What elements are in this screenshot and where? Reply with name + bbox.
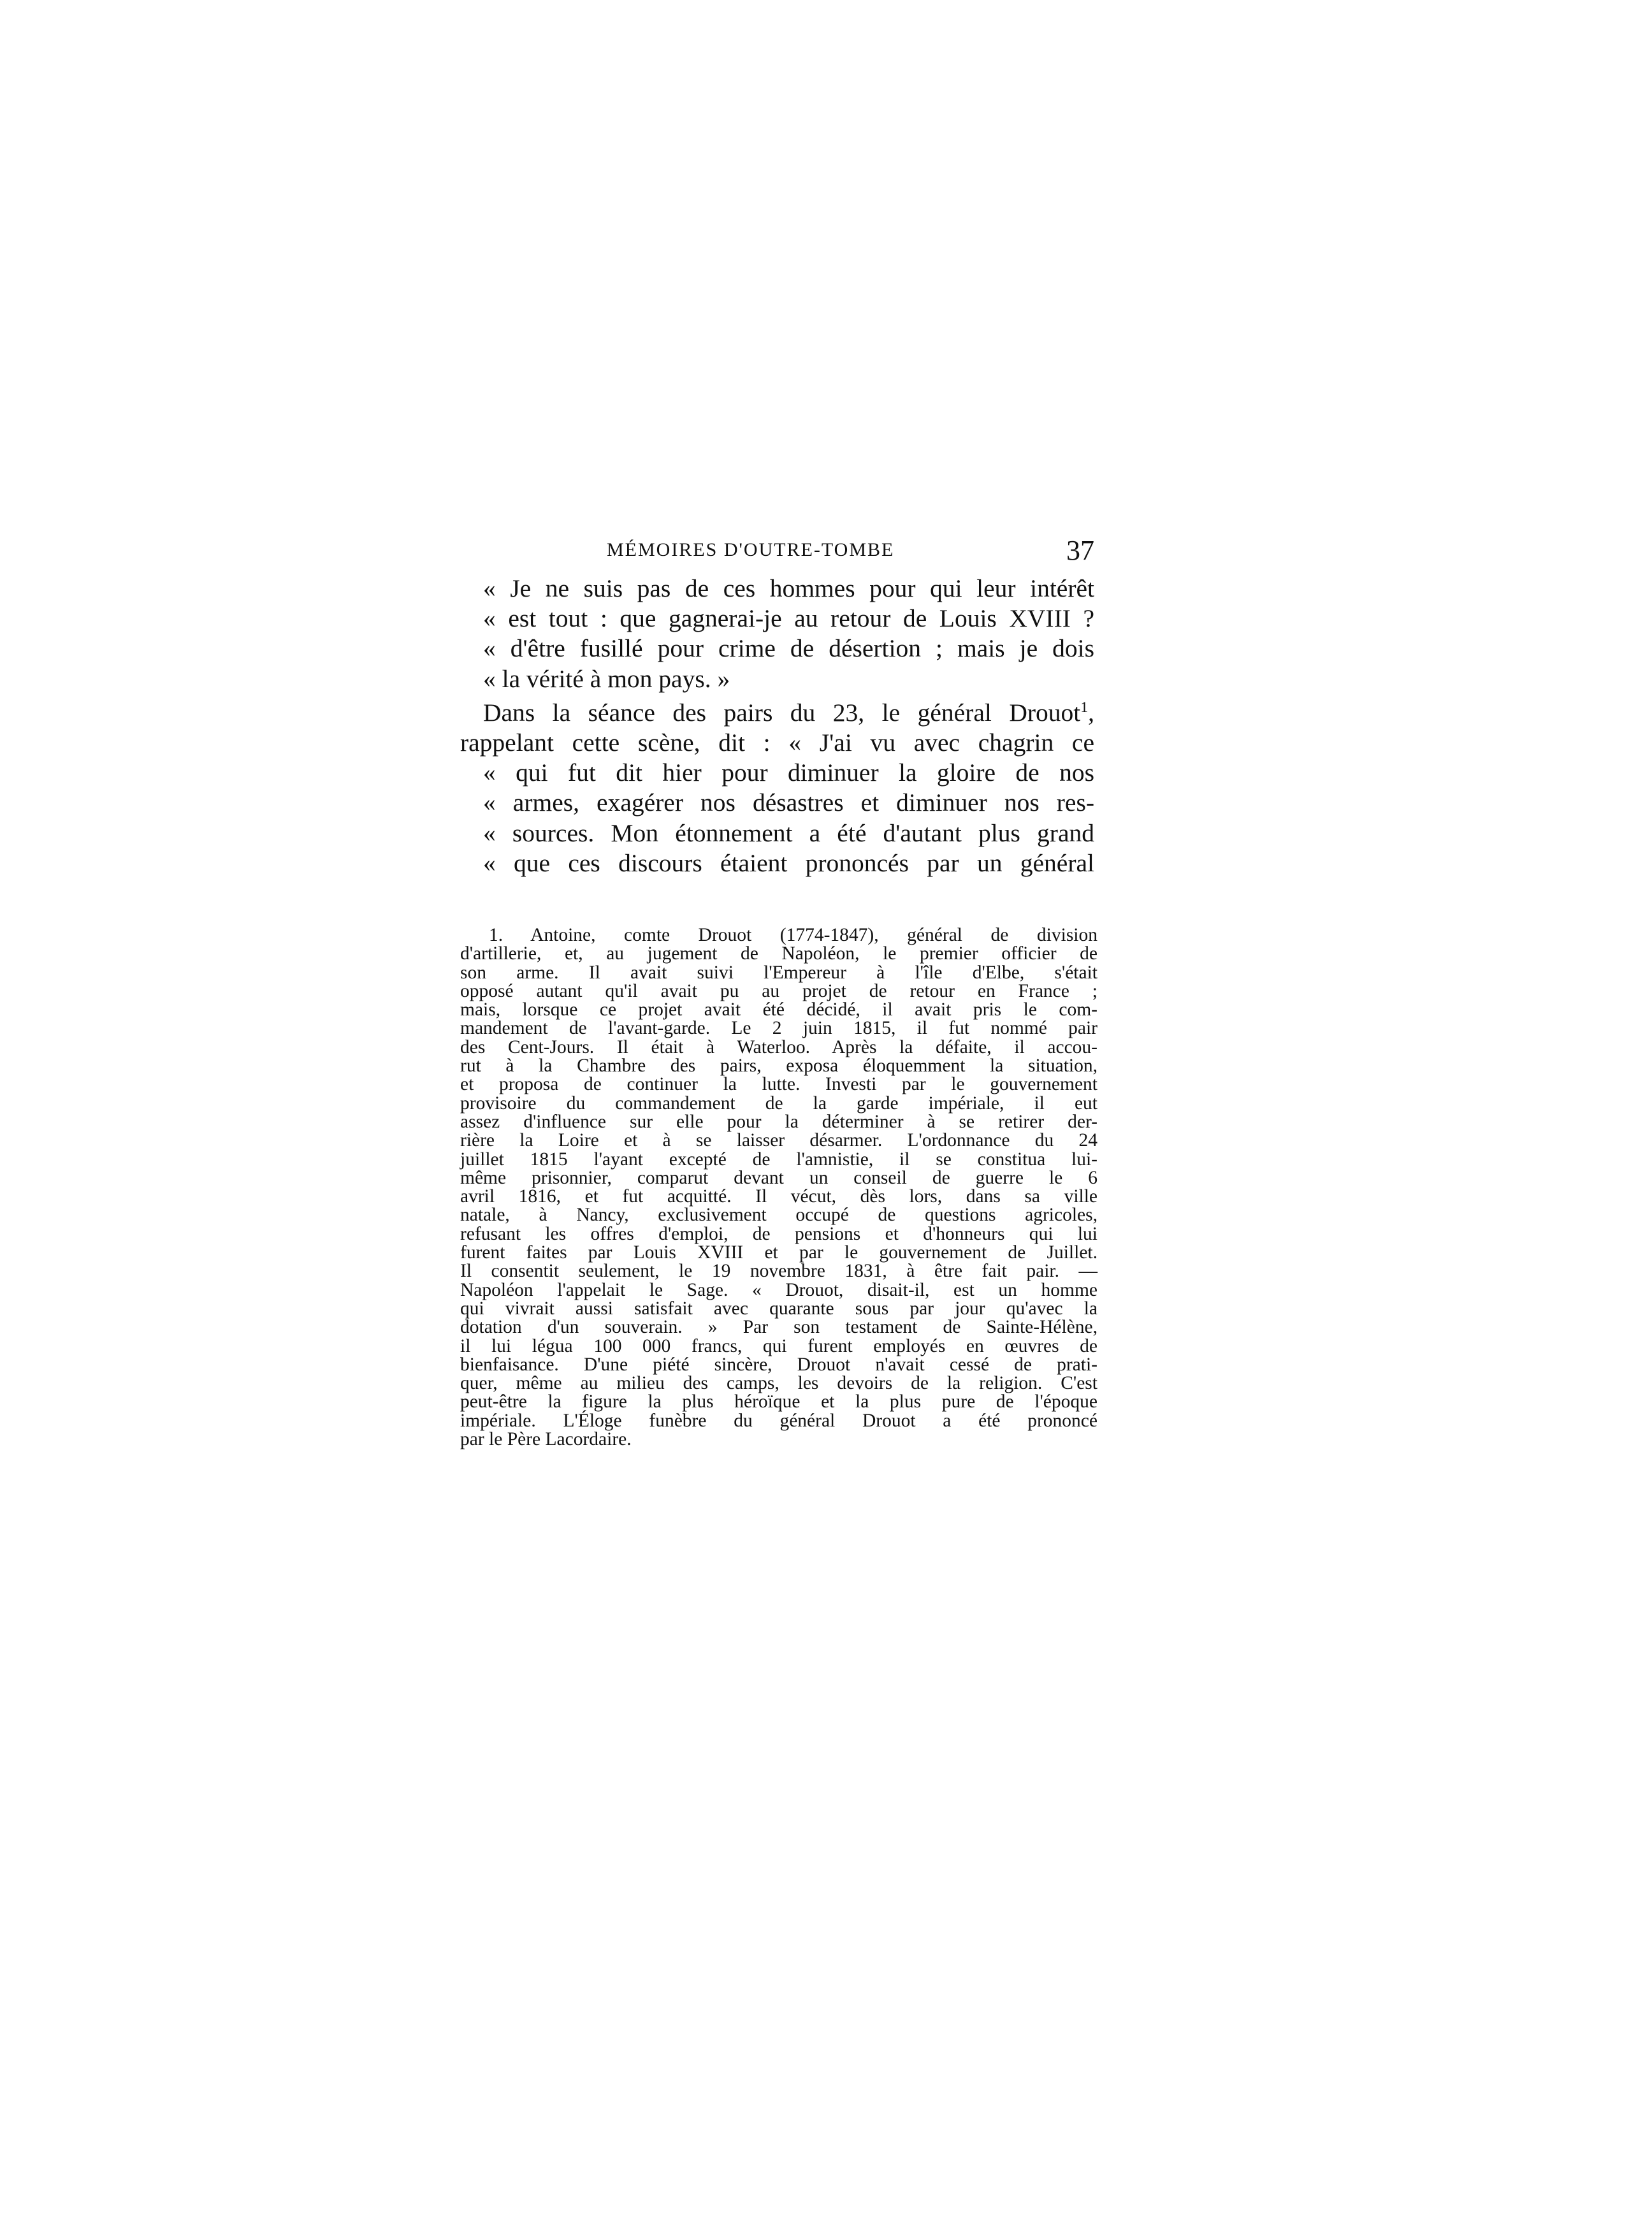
text-line: « d'être fusillé pour crime de désertion ; mais je dois <box>483 634 1094 663</box>
footnote-line: même prisonnier, comparut devant un conseil de guerre le 6 <box>460 1167 1098 1188</box>
footnote-line: refusant les offres d'emploi, de pensions et d'honneurs qui lui <box>460 1223 1098 1244</box>
footnote-line: Napoléon l'appelait le Sage. « Drouot, disait-il, est un homme <box>460 1279 1098 1300</box>
text-line: « Je ne suis pas de ces hommes pour qui leur intérêt <box>483 574 1094 602</box>
footnote-line: quer, même au milieu des camps, les devoirs de la religion. C'est <box>460 1373 1098 1394</box>
text-line: « est tout : que gagnerai-je au retour de Louis XVIII ? <box>483 604 1094 633</box>
footnote-line: peut-être la figure la plus héroïque et la plus pure de l'époque <box>460 1391 1098 1412</box>
text-line: « la vérité à mon pays. » <box>483 664 730 693</box>
footnote-line: opposé autant qu'il avait pu au projet de retour en France ; <box>460 980 1098 1001</box>
footnote-line: mais, lorsque ce projet avait été décidé, il avait pris le com- <box>460 999 1098 1020</box>
text-line: « qui fut dit hier pour diminuer la gloire de nos <box>483 759 1094 787</box>
text-span: , <box>1088 698 1094 727</box>
footnote-line: rut à la Chambre des pairs, exposa éloquemment la situation, <box>460 1056 1098 1077</box>
text-line <box>460 698 1094 728</box>
footnote-line: des Cent-Jours. Il était à Waterloo. Après la défaite, il accou- <box>460 1036 1098 1057</box>
footnote-line: et proposa de continuer la lutte. Investi par le gouvernement <box>460 1074 1098 1095</box>
text-span: Antoine, comte Drouot (1774-1847), général de division <box>530 925 1098 945</box>
text-line: « que ces discours étaient prononcés par un général <box>483 848 1094 877</box>
paragraph <box>460 698 1094 878</box>
footnote-line: bienfaisance. D'une piété sincère, Drouot n'avait cessé de prati- <box>460 1354 1098 1375</box>
footnote-line: furent faites par Louis XVIII et par le gouvernement de Juillet. <box>460 1242 1098 1263</box>
footnote-line: dotation d'un souverain. » Par son testament de Sainte-Hélène, <box>460 1317 1098 1338</box>
footnote-line: rière la Loire et à se laisser désarmer. L'ordonnance du 24 <box>460 1130 1098 1151</box>
running-title: MÉMOIRES D'OUTRE-TOMBE <box>607 539 895 560</box>
footnote-line: provisoire du commandement de la garde impériale, il eut <box>460 1093 1098 1114</box>
text-line: rappelant cette scène, dit : « J'ai vu avec chagrin ce <box>460 729 1094 757</box>
text-line: « armes, exagérer nos désastres et diminuer nos res- <box>483 788 1094 817</box>
footnote-line: natale, à Nancy, exclusivement occupé de questions agricoles, <box>460 1205 1098 1226</box>
footnote-line: assez d'influence sur elle pour la déterminer à se retirer der- <box>460 1111 1098 1132</box>
footnote-ref: 1 <box>1080 699 1089 716</box>
main-text <box>460 574 1094 878</box>
footnote-line: par le Père Lacordaire. <box>460 1429 632 1450</box>
footnote-line: son arme. Il avait suivi l'Empereur à l'île d'Elbe, s'était <box>460 962 1098 983</box>
footnote-line: juillet 1815 l'ayant excepté de l'amnistie, il se constitua lui- <box>460 1149 1098 1170</box>
quote-block <box>460 574 1094 694</box>
footnote-number: 1. <box>489 925 504 945</box>
footnote-line: impériale. L'Éloge funèbre du général Drouot a été prononcé <box>460 1410 1098 1431</box>
page-header <box>460 534 1094 566</box>
footnote-line <box>460 926 1098 945</box>
footnote-line: d'artillerie, et, au jugement de Napoléon, le premier officier de <box>460 943 1098 964</box>
footnote-line: mandement de l'avant-garde. Le 2 juin 1815, il fut nommé pair <box>460 1018 1098 1039</box>
page-number: 37 <box>1066 535 1094 566</box>
text-line: « sources. Mon étonnement a été d'autant plus grand <box>483 818 1094 847</box>
text-span: Dans la séance des pairs du 23, le général Drouot <box>483 698 1081 727</box>
footnote-line: il lui légua 100 000 francs, qui furent employés en œuvres de <box>460 1335 1098 1356</box>
footnote <box>460 926 1098 1449</box>
footnote-line: avril 1816, et fut acquitté. Il vécut, dès lors, dans sa ville <box>460 1186 1098 1207</box>
footnote-line: qui vivrait aussi satisfait avec quarante sous par jour qu'avec la <box>460 1298 1098 1319</box>
footnote-line: Il consentit seulement, le 19 novembre 1831, à être fait pair. — <box>460 1261 1098 1282</box>
